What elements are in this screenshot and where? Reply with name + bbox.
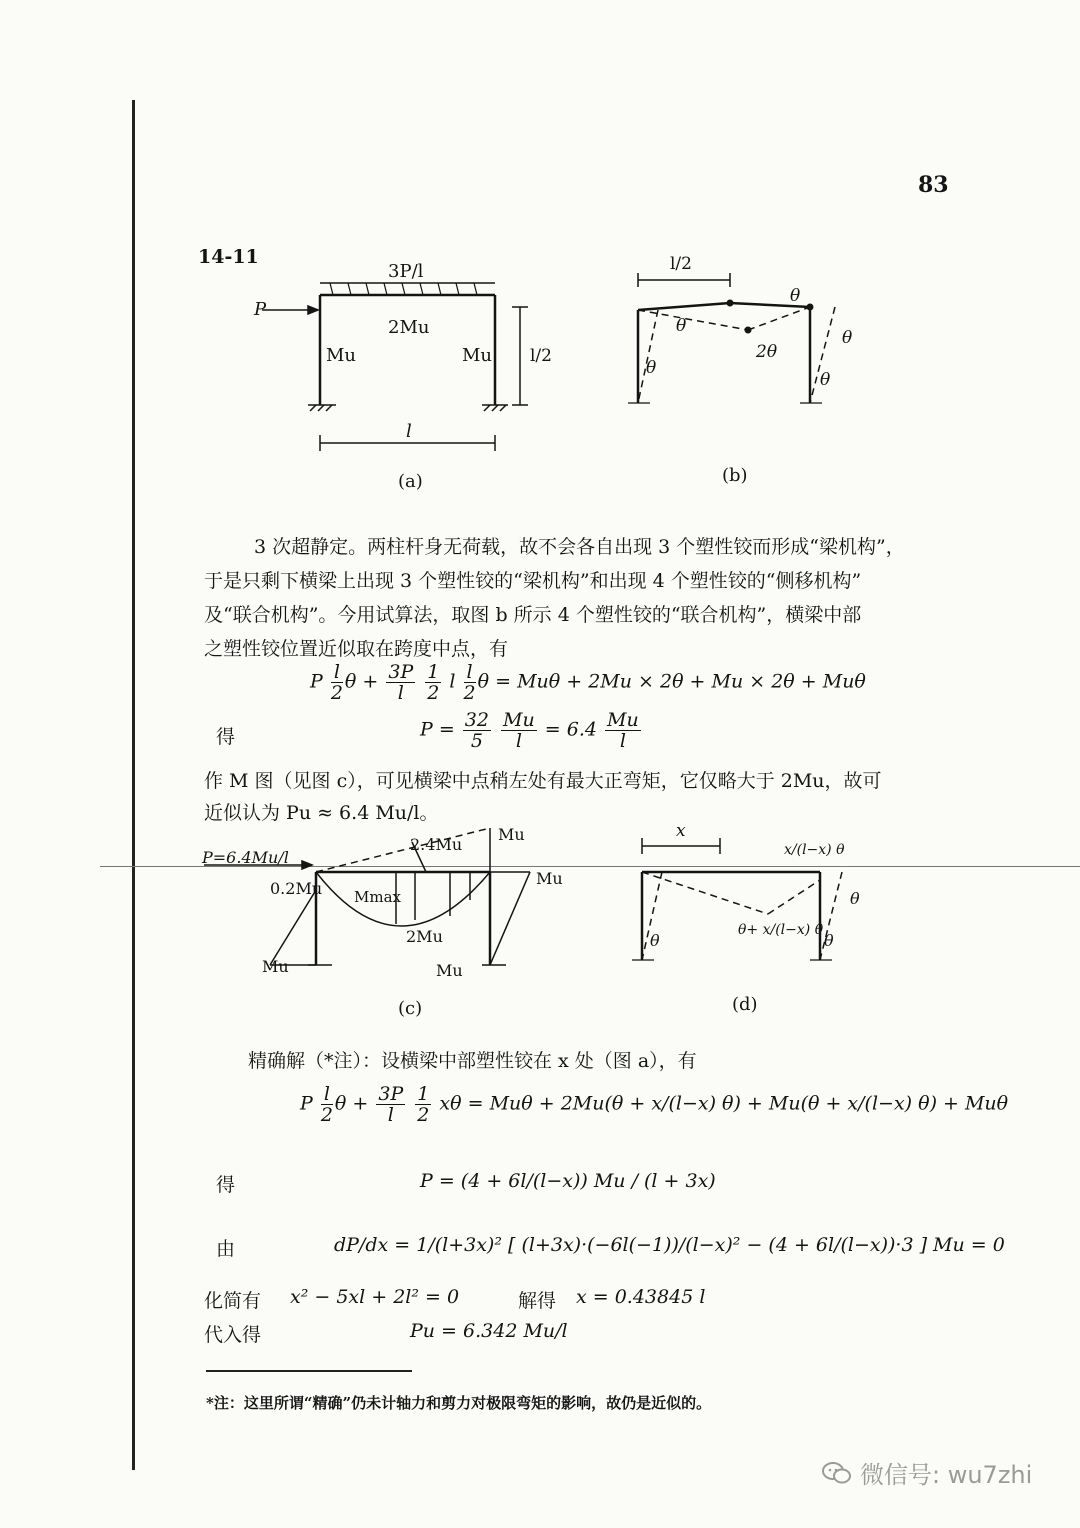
solve-label: 解得	[518, 1290, 557, 1312]
fig-b-theta-5: θ	[820, 370, 831, 390]
fig-d-theta-2: θ	[850, 889, 860, 908]
para-line-1: 3 次超静定。两柱杆身无荷载，故不会各自出现 3 个塑性铰而形成“梁机构”，	[254, 536, 905, 558]
fig-a-force: P	[254, 299, 267, 320]
fig-b-theta-1: θ	[676, 316, 687, 336]
figure-d	[620, 818, 890, 1018]
exact-intro: 精确解（*注）：设横梁中部塑性铰在 x 处（图 a），有	[248, 1050, 697, 1072]
fig-d-ratio: x/(l−x) θ	[784, 842, 845, 858]
derivative-eq: dP/dx = 1/(l+3x)² [ (l+3x)·(−6l(−1))/(l−x)² − (4 + 6l/(l−x))·3 ] Mu = 0	[334, 1234, 1005, 1256]
fig-c-peak: 2.4Mu	[410, 835, 463, 854]
fig-a-caption: (a)	[398, 471, 423, 492]
fig-a-load: 3P/l	[388, 261, 424, 282]
wechat-icon	[822, 1461, 852, 1485]
simplify-label: 化简有	[204, 1290, 262, 1312]
fig-c-top-right: Mu	[498, 825, 525, 844]
de-label-1: 得	[216, 726, 236, 748]
m-diagram-text-1: 作 M 图（见图 c），可见横梁中点稍左处有最大正弯矩，它仅略大于 2Mu，故可	[204, 770, 882, 792]
fig-c-base-left: Mu	[262, 957, 289, 976]
eq2-frac2-num: Mu	[503, 709, 535, 731]
fig-d-theta-3: θ	[824, 931, 834, 950]
fig-a-left-moment: Mu	[326, 345, 357, 366]
eq2-frac1-den: 5	[470, 730, 483, 752]
fig-a-right-moment: Mu	[462, 345, 493, 366]
equation-1: P $\frac{l}{2}$ θ + $\frac{3P}{l}$ $\frac{1}{2}$ l $\frac{l}{2}$ θ = Muθ + 2Mu × 2θ + Mu × 2θ + Muθ	[310, 661, 866, 704]
eq2-left: P =	[420, 718, 455, 741]
para-line-4: 之塑性铰位置近似取在跨度中点，有	[204, 638, 509, 660]
fig-b-two-theta: 2θ	[756, 342, 778, 362]
fig-b-half-span: l/2	[670, 254, 692, 274]
figure-a	[240, 255, 570, 495]
para-line-2: 于是只剩下横梁上出现 3 个塑性铰的“梁机构”和出现 4 个塑性铰的“侧移机构”	[204, 570, 862, 592]
intro-paragraph	[204, 530, 944, 666]
fig-a-span: l	[406, 421, 412, 442]
footnote-rule	[206, 1370, 412, 1372]
para-line-3: 及“联合机构”。今用试算法，取图 b 所示 4 个塑性铰的“联合机构”，横梁中部	[204, 604, 862, 626]
exact-result: P = (4 + 6l/(l−x)) Mu / (l + 3x)	[420, 1170, 716, 1192]
margin-rule	[132, 100, 135, 1470]
fig-a-beam-moment: 2Mu	[388, 317, 430, 338]
fig-d-sum: θ+ x/(l−x) θ	[738, 922, 824, 938]
figure-c	[200, 820, 590, 1020]
eq2-frac3-den: l	[619, 730, 626, 752]
fig-c-force: P=6.4Mu/l	[202, 848, 289, 867]
equation-1-rhs: = Muθ + 2Mu × 2θ + Mu × 2θ + Muθ	[495, 670, 866, 693]
problem-number: 14-11	[198, 246, 259, 268]
page-number: 83	[918, 172, 949, 198]
exact-equation-rhs: = Muθ + 2Mu(θ + x/(l−x) θ) + Mu(θ + x/(l−x) θ) + Muθ	[467, 1092, 1009, 1115]
fig-c-caption: (c)	[398, 998, 423, 1019]
fig-b-theta-2: θ	[790, 286, 801, 306]
figure-b	[610, 245, 880, 495]
derivative-label: 由	[216, 1238, 236, 1260]
fig-c-base-right: Mu	[436, 961, 463, 980]
watermark-text: 微信号: wu7zhi	[860, 1461, 1033, 1489]
exact-equation: P $\frac{l}{2}$ θ + $\frac{3P}{l}$ $\frac{1}{2}$ xθ = Muθ + 2Mu(θ + x/(l−x) θ) + Mu(θ + x/(l−x) θ) + Muθ	[300, 1083, 1009, 1126]
watermark	[822, 1455, 1032, 1490]
equation-2	[420, 710, 643, 751]
fig-d-x: x	[676, 821, 686, 841]
substitute-label: 代入得	[204, 1324, 262, 1346]
eq2-mid: = 6.4	[544, 718, 597, 741]
de-label-2: 得	[216, 1174, 236, 1196]
m-diagram-text-2: 近似认为 Pu ≈ 6.4 Mu/l。	[204, 802, 439, 824]
fig-c-mid: 2Mu	[406, 927, 443, 946]
footnote: *注：这里所谓“精确”仍未计轴力和剪力对极限弯矩的影响，故仍是近似的。	[206, 1394, 712, 1412]
fig-b-theta-4: θ	[842, 328, 853, 348]
fig-d-caption: (d)	[732, 994, 758, 1015]
eq2-frac1-num: 32	[464, 709, 489, 731]
fig-a-height: l/2	[530, 346, 552, 366]
fig-d-theta-1: θ	[650, 931, 660, 950]
eq2-frac3-num: Mu	[607, 709, 639, 731]
fig-c-left-node: 0.2Mu	[270, 879, 323, 898]
fig-c-right-node: Mu	[536, 869, 563, 888]
fig-b-theta-3: θ	[646, 358, 657, 378]
solve-eq: x = 0.43845 l	[576, 1286, 706, 1308]
substitute-eq: Pu = 6.342 Mu/l	[410, 1320, 568, 1342]
eq2-frac2-den: l	[515, 730, 522, 752]
simplify-eq: x² − 5xl + 2l² = 0	[290, 1286, 460, 1308]
fig-b-caption: (b)	[722, 465, 748, 486]
fig-c-max: Mmax	[354, 888, 401, 906]
